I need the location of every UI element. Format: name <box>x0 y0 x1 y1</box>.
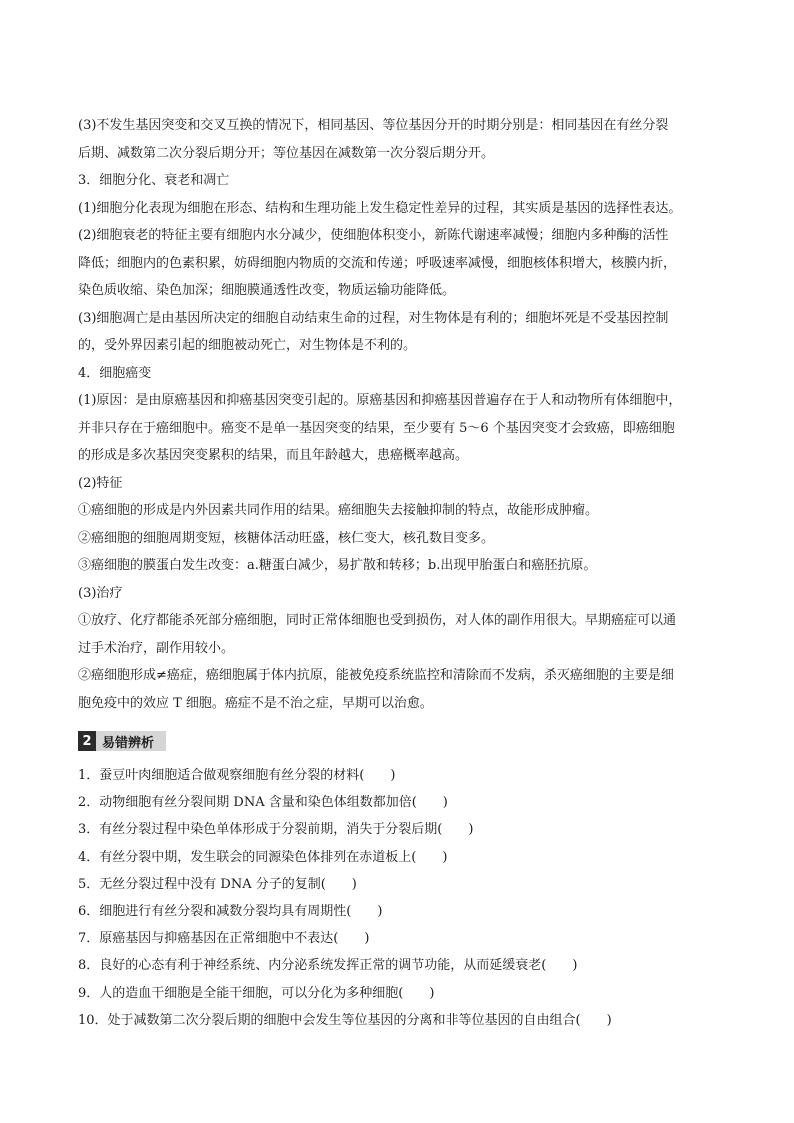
quiz-item: 4．有丝分裂中期，发生联会的同源染色体排列在赤道板上( ) <box>78 849 448 865</box>
body-line: 后期、减数第二次分裂后期分开；等位基因在减数第一次分裂后期分开。 <box>78 145 495 161</box>
body-line: (3)治疗 <box>78 585 123 601</box>
quiz-item: 6．细胞进行有丝分裂和减数分裂均具有周期性( ) <box>78 903 383 919</box>
quiz-item: 5．无丝分裂过程中没有 DNA 分子的复制( ) <box>78 876 357 892</box>
subheading-differentiation: 3．细胞分化、衰老和凋亡 <box>78 173 230 188</box>
body-line: (1)细胞分化表现为细胞在形态、结构和生理功能上发生稳定性差异的过程，其实质是基因的选择性表达。 <box>78 200 682 216</box>
body-line: 的形成是多次基因突变累积的结果，而且年龄越大，患癌概率越高。 <box>78 448 469 463</box>
subheading-canceration: 4．细胞癌变 <box>78 365 152 381</box>
body-line: 降低；细胞内的色素积累，妨碍细胞内物质的交流和传递；呼吸速率减慢，细胞核体积增大，核膜内折， <box>78 255 677 271</box>
body-line: (3)不发生基因突变和交叉互换的情况下，相同基因、等位基因分开的时期分别是：相同基因在有丝分裂 <box>78 118 669 133</box>
body-line: ①癌细胞的形成是内外因素共同作用的结果。癌细胞失去接触抑制的特点，故能形成肿瘤。 <box>78 503 599 518</box>
body-line: ③癌细胞的膜蛋白发生改变：a.糖蛋白减少，易扩散和转移；b.出现甲胎蛋白和癌胚抗原。 <box>78 558 597 573</box>
section-title: 易错辨析 <box>102 735 155 751</box>
quiz-item: 8．良好的心态有利于神经系统、内分泌系统发挥正常的调节功能，从而延缓衰老( ) <box>78 958 578 974</box>
quiz-item: 1．蚕豆叶肉细胞适合做观察细胞有丝分裂的材料( ) <box>78 768 396 783</box>
quiz-item: 2．动物细胞有丝分裂间期 DNA 含量和染色体组数都加倍( ) <box>78 795 448 811</box>
body-line: ②癌细胞的细胞周期变短，核糖体活动旺盛，核仁变大，核孔数目变多。 <box>78 530 495 546</box>
knowledge-summary <box>78 112 723 717</box>
body-line: (1)原因：是由原癌基因和抑癌基因突变引起的。原癌基因和抑癌基因普遍存在于人和动物所有体细胞中， <box>78 393 682 408</box>
quiz-list <box>78 762 723 1034</box>
body-line: (3)细胞凋亡是由基因所决定的细胞自动结束生命的过程，对生物体是有利的；细胞坏死是不受基因控制 <box>78 310 669 326</box>
quiz-item: 9．人的造血干细胞是全能干细胞，可以分化为多种细胞( ) <box>78 985 435 1001</box>
body-line: 胞免疫中的效应 T 细胞。癌症不是不治之症，早期可以治愈。 <box>78 695 433 711</box>
body-line: 过手术治疗，副作用较小。 <box>78 640 235 656</box>
body-line: 染色质收缩、染色加深；细胞膜通透性改变，物质运输功能降低。 <box>78 283 456 298</box>
section-number-badge: 2 <box>78 731 96 751</box>
section-heading <box>78 731 166 751</box>
body-line: 的，受外界因素引起的细胞被动死亡，对生物体是不利的。 <box>78 338 417 353</box>
quiz-item: 10．处于减数第二次分裂后期的细胞中会发生等位基因的分离和非等位基因的自由组合( ) <box>78 1012 612 1028</box>
body-line: 并非只存在于癌细胞中。癌变不是单一基因突变的结果，至少要有 5～6 个基因突变才会致癌，即癌细胞 <box>78 420 675 436</box>
body-line: ②癌细胞形成≠癌症，癌细胞属于体内抗原，能被免疫系统监控和清除而不发病，杀灭癌细胞的主要是细 <box>78 668 674 683</box>
quiz-item: 3．有丝分裂过程中染色单体形成于分裂前期，消失于分裂后期( ) <box>78 822 474 838</box>
body-line: (2)细胞衰老的特征主要有细胞内水分减少，使细胞体积变小，新陈代谢速率减慢；细胞内多种酶的活性 <box>78 228 669 243</box>
body-line: ①放疗、化疗都能杀死部分癌细胞，同时正常体细胞也受到损伤，对人体的副作用很大。早期癌症可以通 <box>78 613 677 628</box>
quiz-item: 7．原癌基因与抑癌基因在正常细胞中不表达( ) <box>78 931 370 947</box>
body-line: (2)特征 <box>78 475 123 491</box>
